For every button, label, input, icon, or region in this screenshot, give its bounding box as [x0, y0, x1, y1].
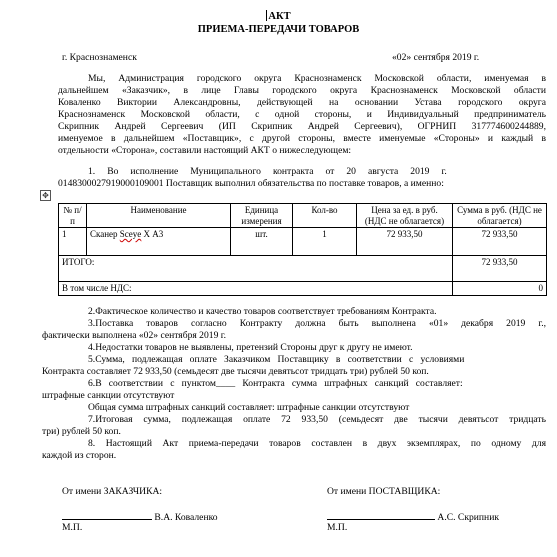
- intro-line: Коваленко Виктории Александровны, действующей на основании Устава городского округа: [58, 97, 546, 108]
- paragraph-3-cont: фактически выполнена «02» сентября 2019 г.: [42, 330, 227, 341]
- paragraph-1: [58, 166, 546, 190]
- paragraph-6-cont: штрафные санкции отсутствуют: [42, 390, 175, 401]
- header-name: Наименование: [87, 204, 231, 228]
- paragraph-5: 5.Сумма, подлежащая оплате Заказчиком Поставщику в соответствии с условиями: [88, 354, 465, 365]
- header-unit: Единица измерения: [231, 204, 293, 228]
- spellcheck-mark: Sceye: [119, 229, 142, 239]
- table-move-handle-icon[interactable]: ✥: [40, 190, 51, 201]
- paragraph-3: 3.Поставка товаров согласно Контракту должна быть выполнена «01» декабря 2019 г.,: [88, 318, 546, 329]
- table-total-row: [59, 256, 547, 282]
- supplier-signature-label: От имени ПОСТАВЩИКА:: [327, 486, 441, 497]
- intro-line: отдельности «Сторона», составили настоящий АКТ о нижеследующем:: [58, 145, 352, 156]
- paragraph-2: 2.Фактическое количество и качество товаров соответствует требованиям Контракта.: [88, 306, 437, 317]
- customer-stamp-place: М.П.: [62, 522, 83, 533]
- supplier-signature-line: [327, 510, 435, 520]
- paragraph-line: 1. Во исполнение Муниципального контракта от 20 августа 2019 г.: [88, 166, 447, 177]
- table-row: [59, 228, 547, 256]
- cell-name: Сканер Sceye X А3: [87, 228, 231, 256]
- document-title: АКТ: [268, 11, 291, 22]
- city: г. Краснознаменск: [62, 52, 137, 63]
- table-vat-row: [59, 282, 547, 296]
- paragraph-8-cont: каждой из сторон.: [42, 450, 117, 461]
- vat-label: В том числе НДС:: [59, 282, 453, 296]
- goods-table: [58, 203, 547, 296]
- total-value: 72 933,50: [453, 256, 547, 282]
- paragraph-8: 8. Настоящий Акт приема-передачи товаров составлен в двух экземплярах, по одному для: [88, 438, 546, 449]
- paragraph-7-cont: три) рублей 50 коп.: [42, 426, 121, 437]
- intro-line: Скрипник Андрей Сергеевич (ИП Скрипник Андрей Сергеевич), ОГРНИП 317774600244889,: [58, 121, 546, 132]
- header-num: № п/п: [59, 204, 87, 228]
- supplier-stamp-place: М.П.: [327, 522, 348, 533]
- paragraph-6-total: Общая сумма штрафных санкций составляет: штрафные санкции отсутствуют: [88, 402, 410, 413]
- paragraph-5-cont: Контракта составляет 72 933,50 (семьдесят две тысячи девятьсот тридцать три) рублей 50 коп.: [42, 366, 429, 377]
- supplier-signature: [327, 510, 499, 524]
- paragraph-4: 4.Недостатки товаров не выявлены, претензий Стороны друг к другу не имеют.: [88, 342, 413, 353]
- cell-sum: 72 933,50: [453, 228, 547, 256]
- body-paragraphs: [42, 306, 546, 462]
- customer-signature-line: [62, 510, 152, 520]
- cell-qty: 1: [293, 228, 357, 256]
- customer-signature: [62, 510, 218, 524]
- header-sum: Сумма в руб. (НДС не облагается): [453, 204, 547, 228]
- table-header-row: [59, 204, 547, 228]
- document-date: «02» сентября 2019 г.: [392, 52, 480, 63]
- cell-price: 72 933,50: [357, 228, 453, 256]
- vat-value: 0: [453, 282, 547, 296]
- intro-line: именуемое в дальнейшем «Поставщик», с другой стороны, вместе именуемые «Стороны» и каждый в: [58, 133, 546, 144]
- total-label: ИТОГО:: [59, 256, 453, 282]
- paragraph-6: 6.В соответствии с пунктом____ Контракта сумма штрафных санкций составляет:: [88, 378, 463, 389]
- document-subtitle: ПРИЕМА-ПЕРЕДАЧИ ТОВАРОВ: [197, 24, 360, 35]
- paragraph-7: 7.Итоговая сумма, подлежащая оплате 72 933,50 (семьдесят две тысячи девятьсот тридцать: [88, 414, 546, 425]
- header-qty: Кол-во: [293, 204, 357, 228]
- customer-signatory-name: В.А. Коваленко: [154, 512, 218, 523]
- intro-line: дальнейшем «Заказчик», в лице Главы городского округа Краснознаменск Московской области: [58, 85, 546, 96]
- paragraph-line: 0148300027919000109001 Поставщик выполнил обязательства по поставке товаров, а именно:: [58, 178, 444, 189]
- supplier-signatory-name: А.С. Скрипник: [437, 512, 499, 523]
- customer-signature-label: От имени ЗАКАЗЧИКА:: [62, 486, 163, 497]
- header-price: Цена за ед. в руб. (НДС не облагается): [357, 204, 453, 228]
- intro-paragraph: [58, 73, 546, 157]
- intro-line: Краснознаменск Московской области, с одной стороны, и Индивидуальный предприниматель: [58, 109, 546, 120]
- cell-unit: шт.: [231, 228, 293, 256]
- intro-line: Мы, Администрация городского округа Краснознаменск Московской области, именуемая в: [88, 73, 546, 84]
- cell-num: 1: [59, 228, 87, 256]
